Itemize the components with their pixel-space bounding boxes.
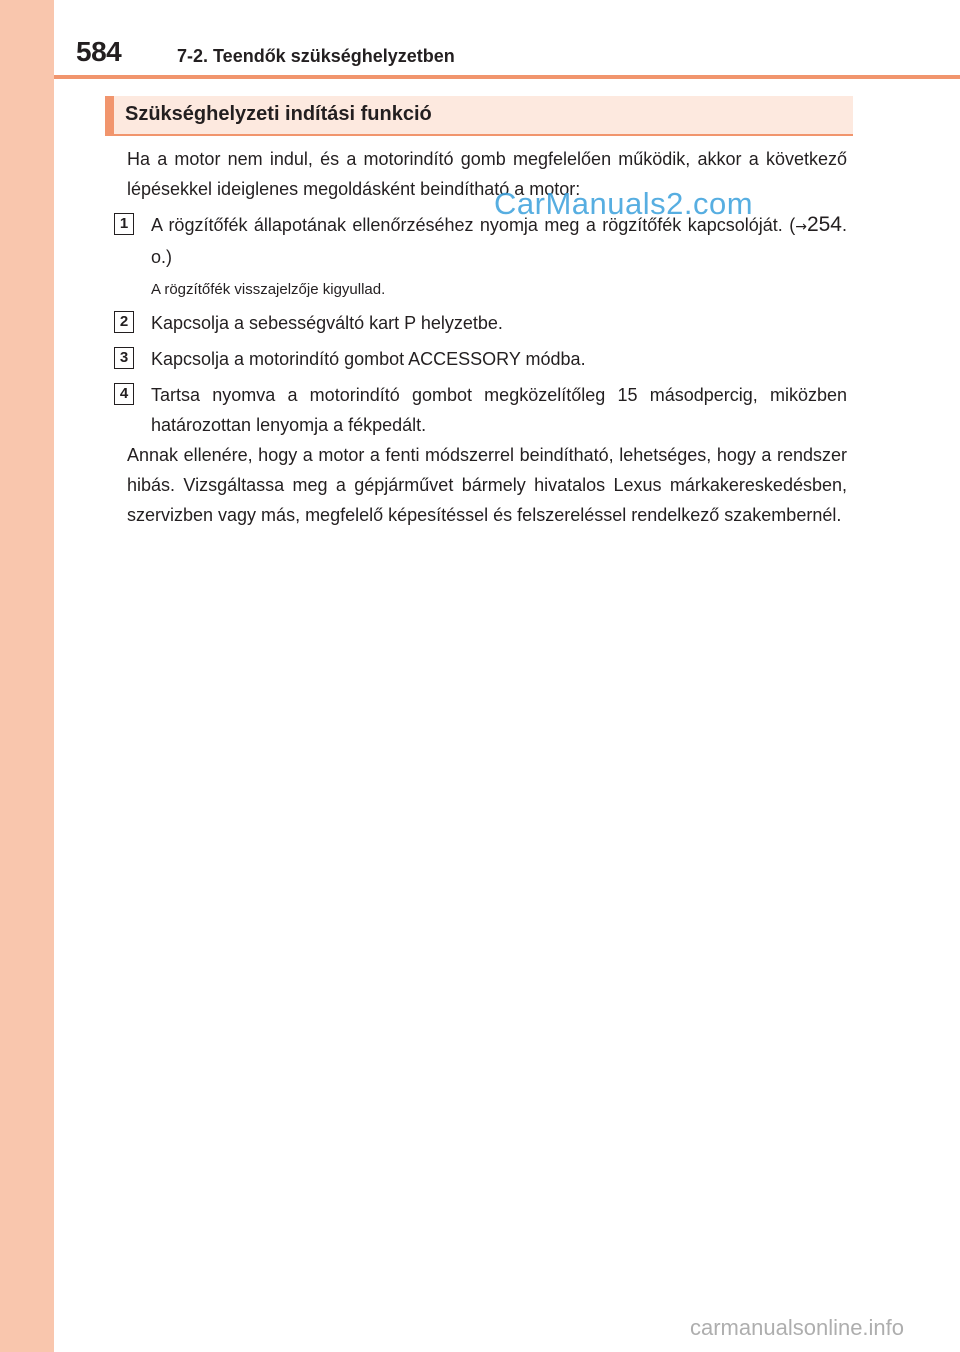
step-text: Kapcsolja a motorindító gombot ACCESSORY módba.	[151, 349, 586, 369]
section-accent-bar	[105, 96, 114, 136]
step-text: Tartsa nyomva a motorindító gombot megközelítőleg 15 másodpercig, miközben határozottan lenyomja a fékpedált.	[151, 385, 847, 435]
step-4	[119, 380, 847, 440]
page-number: 584	[76, 36, 122, 67]
watermark-carmanuals2: CarManuals2.com	[494, 186, 754, 221]
section-title: Szükséghelyzeti indítási funkció	[125, 103, 432, 125]
chapter-title: 7-2. Teendők szükséghelyzetben	[177, 46, 455, 66]
step-number-badge: 3	[114, 347, 134, 369]
step-number-badge: 4	[114, 383, 134, 405]
side-color-strip	[0, 0, 54, 1352]
section-header	[105, 96, 853, 136]
watermark-carmanualsonline: carmanualsonline.info	[690, 1315, 905, 1340]
arrow-right-icon: →	[795, 219, 807, 235]
step-3	[119, 344, 847, 374]
intro-paragraph: Ha a motor nem indul, és a motorindító gomb megfelelően működik, akkor a következő lépésekkel ideiglenes megoldásként beindítható a motor:	[127, 149, 847, 199]
step-text: Kapcsolja a sebességváltó kart P helyzetbe.	[151, 313, 503, 333]
header-rule	[54, 75, 960, 79]
closing-paragraph: Annak ellenére, hogy a motor a fenti módszerrel beindítható, lehetséges, hogy a rendszer hibás. Vizsgáltassa meg a gépjárművet bármely hivatalos Lexus márkakereskedésben, szervizben vagy más, megfelelő képesítéssel és felszereléssel rendelkező szakembernél.	[127, 445, 847, 525]
step-text: A rögzítőfék állapotának ellenőrzéséhez nyomja meg a rögzítőfék kapcsolóját. (→254. o.)	[151, 213, 847, 267]
page-reference-link[interactable]: 254	[806, 213, 842, 236]
step-number-badge: 2	[114, 311, 134, 333]
step-1-note: A rögzítőfék visszajelzője kigyullad.	[151, 281, 386, 298]
step-number-badge: 1	[114, 213, 134, 235]
step-2	[119, 308, 847, 338]
